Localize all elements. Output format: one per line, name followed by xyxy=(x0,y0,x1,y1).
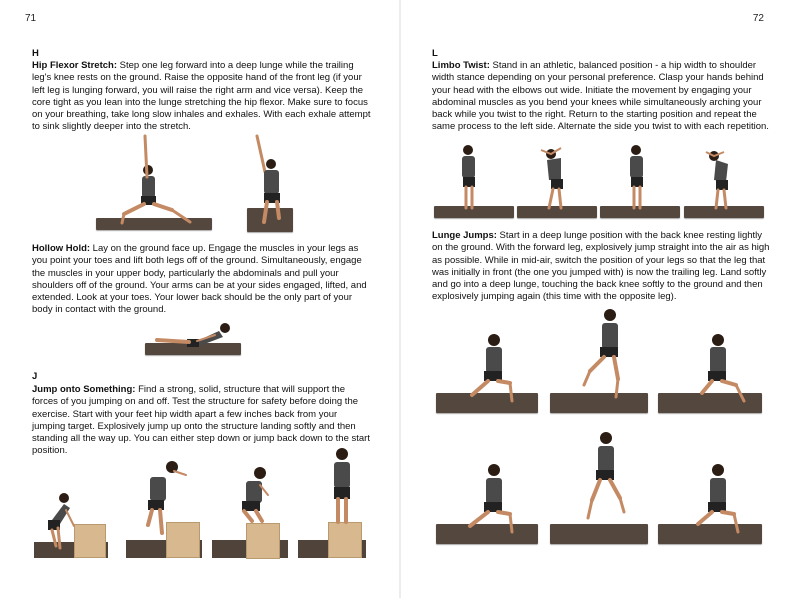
limbo-twist-photo-4 xyxy=(684,142,766,222)
exercise-title: Lunge Jumps: xyxy=(432,230,497,241)
lunge-jumps-paragraph xyxy=(432,230,772,304)
exercise-description: Lay on the ground face up. Engage the muscles in your legs as you point your toes and lift both legs off of the ground. Simultaneously, engage the muscles in your upper body, particularly the abdominals and pull your shoulders off of the ground. Your arms can be at your sides engaged, lifted, and extended. Look at your toes. Your lower back should be the only part of your body in contact with the ground. xyxy=(32,243,367,316)
athlete-figure xyxy=(92,130,214,234)
lunge-jump-photo-3 xyxy=(658,305,764,415)
athlete-figure xyxy=(658,305,764,415)
limbo-twist-photo-1 xyxy=(434,142,516,222)
lunge-jump-photo-5 xyxy=(550,428,650,546)
exercise-description: Stand in an athletic, balanced position - a hip width to shoulder width stance depending on your personal preference. Clasp your hands behind your head with the elbows out wide. Initiate the movement by engaging your abdominal muscles as you bend your knees while simultaneously arching your back while you twist to the right. Return to the starting position and repeat the same process to the left side. Alternate the side you twist to with each repetition. xyxy=(432,60,769,133)
athlete-figure xyxy=(684,142,766,222)
section-letter-j: J xyxy=(32,371,38,382)
hollow-hold-paragraph xyxy=(32,243,372,317)
athlete-figure xyxy=(658,450,764,546)
hip-flexor-photo-1 xyxy=(92,130,214,234)
exercise-title: Limbo Twist: xyxy=(432,60,490,71)
athlete-figure xyxy=(34,478,108,562)
limbo-twist-paragraph xyxy=(432,60,772,134)
box-jump-photo-2 xyxy=(126,455,202,562)
section-letter-l: L xyxy=(432,48,438,59)
hip-flexor-photo-2 xyxy=(245,130,295,234)
athlete-figure xyxy=(126,455,202,562)
exercise-description: Start in a deep lunge position with the back knee resting lightly on the ground. With the forward leg, explosively jump straight into the air as high as possible. While in mid-air, switch the position of your legs so that the leg that was initially in front (the one you jumped with) is now the trailing leg. Land softly and go into a deep lunge, touching the back knee softly to the ground and then explosively jumping again (this time with the opposite leg). xyxy=(432,230,770,303)
exercise-title: Hip Flexor Stretch: xyxy=(32,60,117,71)
limbo-twist-photo-2 xyxy=(517,142,599,222)
hollow-hold-photo xyxy=(145,315,241,359)
page-72 xyxy=(400,0,800,598)
page-number: 71 xyxy=(25,13,37,24)
athlete-figure xyxy=(550,305,650,415)
athlete-figure xyxy=(600,142,682,222)
page-number: 72 xyxy=(752,13,764,24)
athlete-figure xyxy=(212,465,288,562)
box-jump-photo-4 xyxy=(298,444,366,562)
athlete-figure xyxy=(298,444,366,562)
athlete-figure xyxy=(434,142,516,222)
exercise-title: Hollow Hold: xyxy=(32,243,91,254)
section-letter-h: H xyxy=(32,48,39,59)
athlete-figure xyxy=(550,428,650,546)
hip-flexor-stretch-paragraph xyxy=(32,60,372,134)
lunge-jump-photo-6 xyxy=(658,450,764,546)
lunge-jump-photo-2 xyxy=(550,305,650,415)
limbo-twist-photo-3 xyxy=(600,142,682,222)
athlete-figure xyxy=(145,315,241,359)
athlete-figure xyxy=(436,305,540,415)
exercise-description: Find a strong, solid, structure that will support the forces of you jumping on and off. Test the structure for safety before doing the exercise. Start with your feet hip width apart a few inches back from your jumping target. Explosively jump up onto the structure landing softly and then standing all the way up. You can either step down or jump back down to the start position. xyxy=(32,384,370,457)
box-jump-photo-3 xyxy=(212,465,288,562)
exercise-title: Jump onto Something: xyxy=(32,384,136,395)
lunge-jump-photo-1 xyxy=(436,305,540,415)
box-jump-photo-1 xyxy=(34,478,108,562)
exercise-description: Step one leg forward into a deep lunge while the trailing leg's knee rests on the ground. Raise the opposite hand of the front leg (if your left leg is lunging forward, you will raise the right arm and vice versa). Keep the core tight as you lean into the lunge stretching the hip flexor. Make sure to focus on your breathing, take long slow inhales and exhales. With each exhale attempt to sink slightly deeper into the stretch. xyxy=(32,60,371,133)
athlete-figure xyxy=(245,130,295,234)
athlete-figure xyxy=(517,142,599,222)
athlete-figure xyxy=(436,450,540,546)
lunge-jump-photo-4 xyxy=(436,450,540,546)
